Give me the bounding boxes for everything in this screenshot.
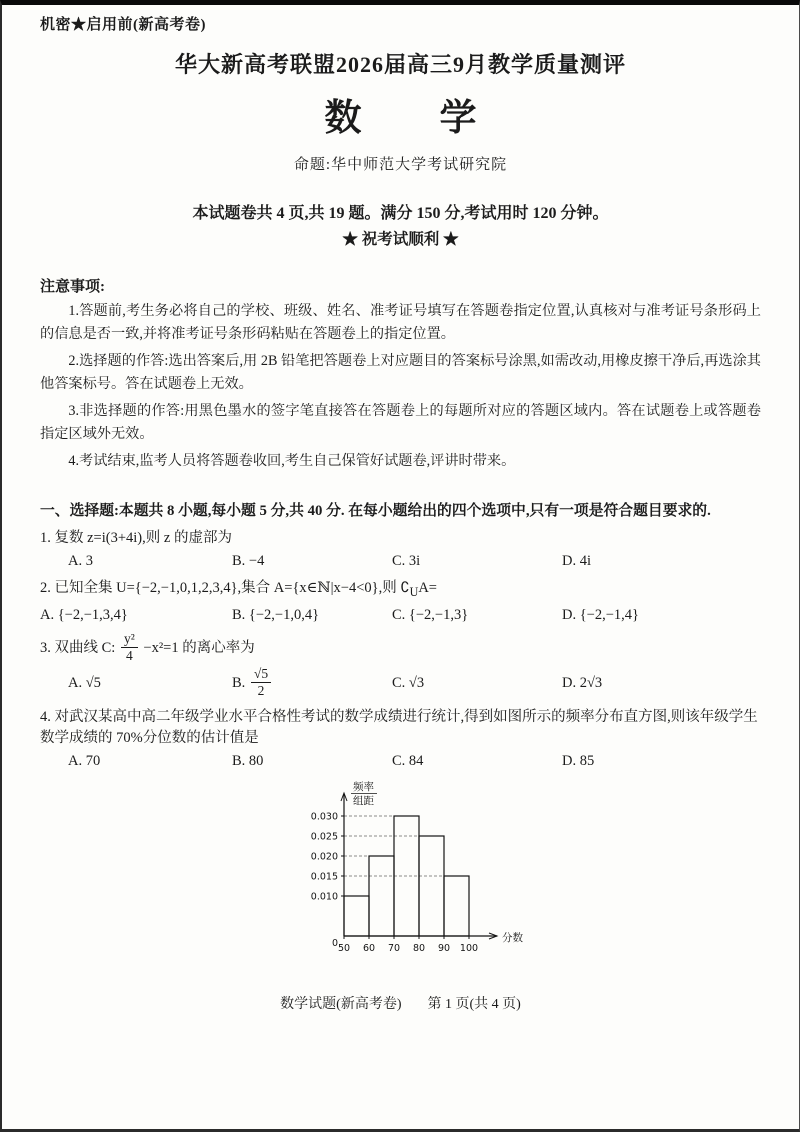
footer-paper-name: 数学试题(新高考卷) (280, 996, 402, 1012)
footer-page-number: 第 1 页(共 4 页) (427, 996, 521, 1012)
exam-wish-line: ★ 祝考试顺利 ★ (342, 231, 459, 248)
svg-text:0.030: 0.030 (310, 811, 338, 823)
notice-item-4: 4.考试结束,监考人员将答题卷收回,考生自己保管好试题卷,评讲时带来。 (68, 453, 516, 469)
secrecy-label: 机密★启用前(新高考卷) (40, 17, 206, 33)
q2-option-d: D. {−2,−1,4} (562, 606, 639, 623)
question-2-stem (40, 578, 761, 603)
page-footer (40, 993, 761, 1013)
q1-option-a: A. 3 (68, 553, 93, 569)
q3-frac-numerator: y² (121, 632, 138, 648)
q3-option-c: C. √3 (392, 675, 425, 692)
q3-option-b-label: B. (232, 675, 246, 692)
svg-text:0.015: 0.015 (310, 871, 338, 883)
q3-option-b-numerator: √5 (251, 667, 271, 683)
svg-text:70: 70 (387, 942, 401, 954)
q3-stem-pre: 3. 双曲线 C: (40, 640, 116, 657)
question-4-stem: 4. 对武汉某高中高二年级学业水平合格性考试的数学成绩进行统计,得到如图所示的频率分布直方图,则该年级学生数学成绩的 70%分位数的估计值是 (40, 708, 758, 746)
q3-option-b-denominator: 2 (257, 683, 265, 699)
notice-item-2: 2.选择题的作答:选出答案后,用 2B 铅笔把答题卷上对应题目的答案标号涂黑,如需改动,用橡皮擦干净后,再选涂其他答案标号。答在试题卷上无效。 (40, 353, 761, 392)
question-3-stem (40, 632, 761, 663)
q1-option-b: B. −4 (232, 553, 265, 569)
q2-option-a: A. {−2,−1,3,4} (40, 606, 128, 623)
q3-option-b (232, 667, 392, 698)
notice-item-1: 1.答题前,考生务必将自己的学校、班级、姓名、准考证号填写在答题卷指定位置,认真核对与准考证号条形码上的信息是否一致,并将准考证号条形码粘贴在答题卷上的指定位置。 (40, 303, 761, 342)
q4-option-d: D. 85 (562, 752, 595, 769)
subject-char-1: 数 (324, 98, 362, 139)
svg-text:60: 60 (362, 942, 376, 954)
question-1-options (68, 553, 761, 570)
svg-text:分数: 分数 (502, 931, 523, 944)
q4-option-a: A. 70 (68, 752, 101, 769)
q3-option-a: A. √5 (68, 675, 101, 692)
svg-text:90: 90 (437, 942, 451, 954)
q3-stem-fraction (121, 632, 138, 663)
q3-option-d: D. 2√3 (562, 675, 603, 692)
q2-stem-sub: U (409, 584, 419, 599)
q4-option-b: B. 80 (232, 752, 264, 769)
svg-text:80: 80 (412, 942, 426, 954)
subject-title (40, 87, 761, 141)
section-1-title: 一、选择题:本题共 8 小题,每小题 5 分,共 40 分. 在每小题给出的四个选项中,只有一项是符合题目要求的. (40, 503, 711, 519)
question-3-options (68, 667, 761, 698)
q3-option-b-fraction (251, 667, 271, 698)
histogram-figure (272, 778, 572, 971)
q2-stem-post: A= (418, 580, 437, 596)
histogram-chart (272, 778, 572, 966)
q2-option-b: B. {−2,−1,0,4} (232, 606, 320, 623)
q3-frac-denominator: 4 (125, 648, 133, 664)
svg-text:组距: 组距 (353, 794, 374, 807)
svg-text:50: 50 (337, 942, 351, 954)
q1-option-d: D. 4i (562, 553, 591, 569)
exam-info-line: 本试题卷共 4 页,共 19 题。满分 150 分,考试用时 120 分钟。 (192, 205, 609, 222)
q2-option-c: C. {−2,−1,3} (392, 606, 469, 623)
svg-text:0.010: 0.010 (310, 891, 338, 903)
q1-option-c: C. 3i (392, 553, 421, 569)
question-4-options (68, 753, 761, 770)
svg-text:100: 100 (459, 942, 479, 954)
notices-title: 注意事项: (40, 279, 105, 295)
svg-text:频率: 频率 (353, 780, 374, 793)
svg-text:0.025: 0.025 (310, 831, 338, 843)
svg-text:0.020: 0.020 (310, 851, 338, 863)
subject-char-2: 学 (439, 98, 477, 139)
svg-text:0: 0 (331, 937, 338, 949)
exam-title: 华大新高考联盟2026届高三9月教学质量测评 (174, 52, 626, 77)
q4-option-c: C. 84 (392, 752, 424, 769)
question-2-options (40, 607, 761, 624)
proposer-line: 命题:华中师范大学考试研究院 (293, 157, 508, 173)
q3-stem-post: −x²=1 的离心率为 (143, 640, 255, 657)
question-1-stem: 1. 复数 z=i(3+4i),则 z 的虚部为 (40, 530, 232, 546)
notice-item-3: 3.非选择题的作答:用黑色墨水的签字笔直接答在答题卷上的每题所对应的答题区域内。答在试题卷上或答题卷指定区域外无效。 (40, 403, 761, 442)
q2-stem-pre: 2. 已知全集 U={−2,−1,0,1,2,3,4},集合 A={x∈ℕ|x−4<0},则 ∁ (40, 580, 410, 596)
